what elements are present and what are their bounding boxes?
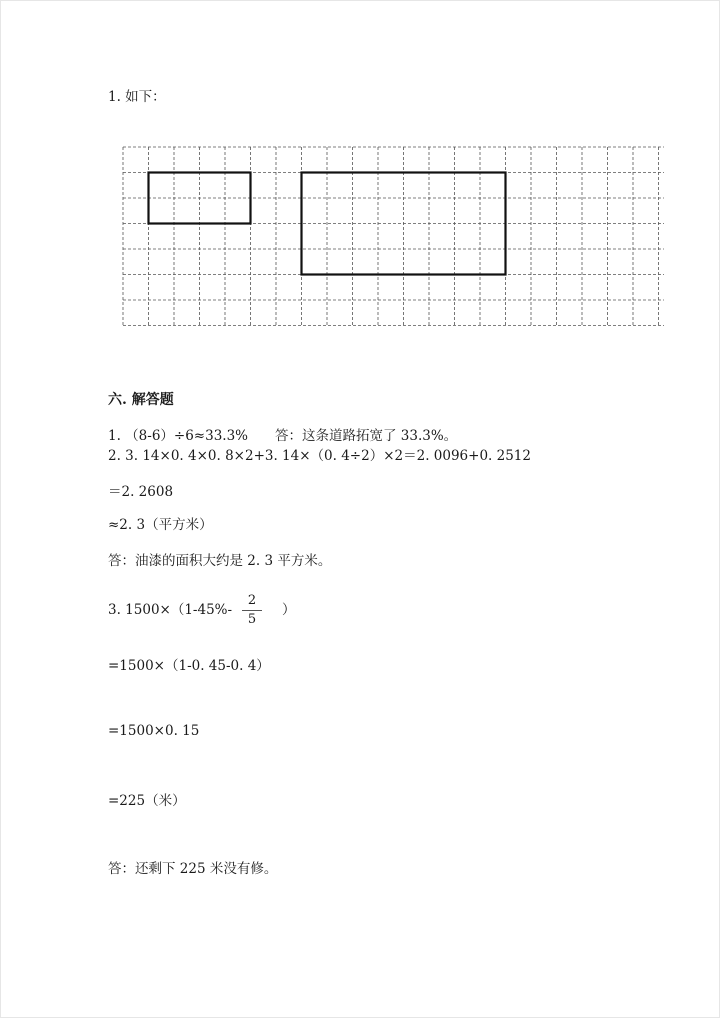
fraction-denominator: 5: [247, 612, 257, 627]
fraction-bar: [242, 610, 262, 611]
grid-figure: [122, 146, 664, 348]
question-1-label: 1. 如下：: [108, 89, 166, 105]
answer-3-conclusion: 答：还剩下 225 米没有修。: [108, 861, 278, 877]
answer-3-expression-start: 3. 1500×（1-45%-: [108, 602, 233, 618]
answer-3-line-3: =1500×0. 15: [108, 723, 200, 739]
answer-2-line-2: ＝2. 2608: [108, 484, 174, 500]
answer-2-line-3: ≈2. 3（平方米）: [108, 517, 213, 533]
answer-1: 1. （8-6）÷6≈33.3% 答：这条道路拓宽了 33.3%。: [108, 428, 458, 444]
section-heading: 六. 解答题: [108, 392, 174, 408]
fraction-two-fifths: [242, 594, 262, 627]
answer-3-expression-end: ）: [282, 602, 296, 618]
answer-3-line-2: =1500×（1-0. 45-0. 4）: [108, 658, 270, 674]
fraction-numerator: 2: [247, 593, 257, 608]
answer-3-line-4: =225（米）: [108, 793, 186, 809]
answer-2-conclusion: 答：油漆的面积大约是 2. 3 平方米。: [108, 553, 332, 569]
answer-2-line-1: 2. 3. 14×0. 4×0. 8×2+3. 14×（0. 4÷2）×2＝2. 0096+0. 2512: [108, 448, 531, 464]
